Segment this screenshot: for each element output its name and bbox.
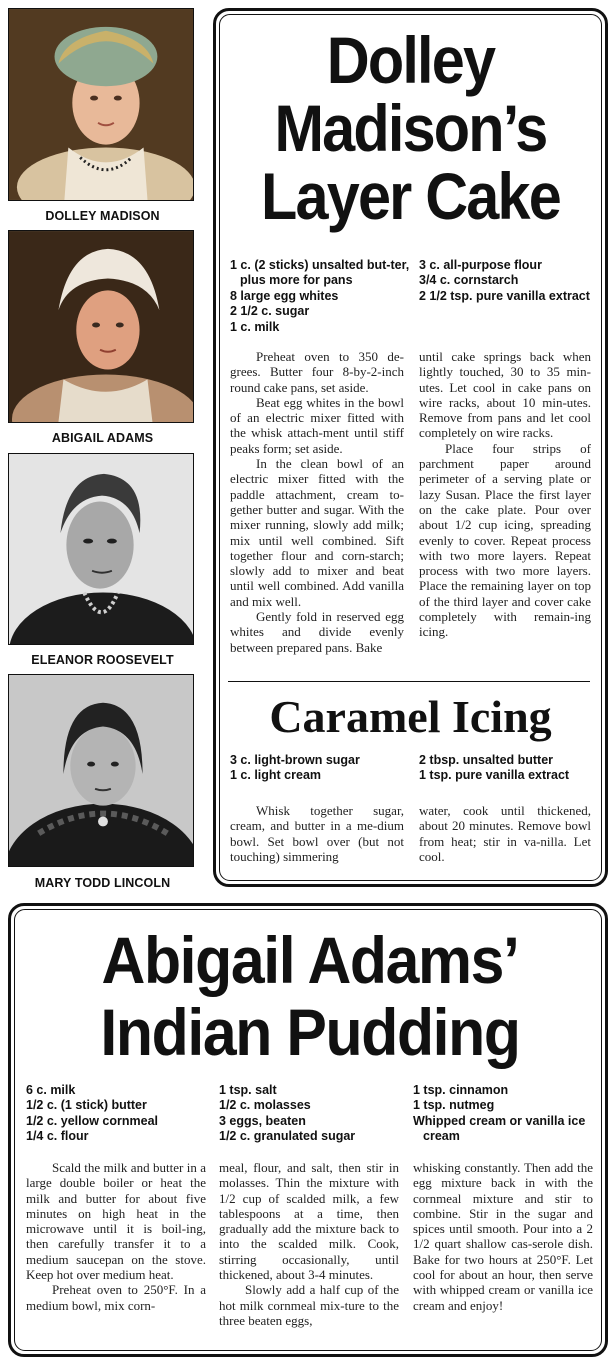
icing-directions-right: water, cook until thickened, about 20 minutes. Remove bowl from heat; stir in va-nilla. Let cool.: [419, 803, 591, 864]
eleanor-roosevelt-portrait-image: [9, 454, 193, 644]
pudding-ingredients-col2: 1 tsp. salt 1/2 c. molasses 3 eggs, beaten 1/2 c. granulated sugar: [219, 1083, 356, 1144]
icing-ingredients-left: 3 c. light-brown sugar 1 c. light cream: [230, 753, 360, 783]
pudding-ingredients-col3: 1 tsp. cinnamon 1 tsp. nutmeg Whipped cream or vanilla ice cream: [413, 1083, 586, 1144]
portrait-eleanor-roosevelt: [8, 453, 194, 645]
icing-directions-left: Whisk together sugar, cream, and butter in a me-dium bowl. Set bowl over (but not touching) simmering: [230, 803, 404, 864]
caption-eleanor-roosevelt: ELEANOR ROOSEVELT: [31, 653, 174, 667]
cake-title: Dolley Madison’s Layer Cake: [260, 23, 561, 233]
portrait-dolley-madison: [8, 8, 194, 201]
mary-todd-lincoln-portrait-image: [9, 675, 193, 866]
portrait-abigail-adams: [8, 230, 194, 423]
pudding-directions-col3: whisking constantly. Then add the egg mixture back in with the cornmeal mixture and stir to combine. Stir in the sugar and spices until smooth. Pour into a 2 1/2 quart shallow cas-serole dish. Bake for two hours at 250°F. Let cool for about an hour, then serve with whipped cream or vanilla ice cream and enjoy!: [413, 1160, 593, 1313]
abigail-adams-portrait-image: [9, 231, 193, 422]
pudding-directions-col1: Scald the milk and butter in a large double boiler or heat the milk and butter for about five minutes on high heat in the microwave until it is boil-ing, then carefully transfer it to a medium saucepan on the stove. Keep hot over medium heat. Preheat oven to 250°F. In a medium bowl, mix corn-: [26, 1160, 206, 1313]
portrait-mary-todd-lincoln: [8, 674, 194, 867]
section-divider: [228, 681, 590, 682]
icing-title: Caramel Icing: [269, 691, 552, 742]
cake-directions-left: Preheat oven to 350 de-grees. Butter four 8-by-2-inch round cake pans, set aside. Beat egg whites in the bowl of an electric mixer fitted with the whisk attach-ment until stiff peaks form; set aside. In the clean bowl of an electric mixer fitted with the paddle attachment, cream to-gether butter and sugar. With the mixer running, slowly add milk; mix until well combined. Sift together flour and corn-starch; slowly add to mixer and beat until well combined. Add vanilla and mix well. Gently fold in reserved egg whites and divide evenly between prepared pans. Bake: [230, 349, 404, 655]
pudding-title: Abigail Adams’ Indian Pudding: [100, 923, 520, 1069]
dolley-madison-portrait-image: [9, 9, 193, 200]
cake-directions-right: until cake springs back when lightly touched, 30 to 35 min-utes. Let cool in cake pans on wire racks, about 10 min-utes. Remove from pans and let cool completely on wire racks. Place four strips of parchment paper around perimeter of a serving plate or lazy Susan. Place the first layer on the cake plate. Pour over about 1/2 cup icing, spreading evenly to cover. Repeat process with two more layers. Repeat process with two more layers. Place the remaining layer on top of the third layer and cover cake completely with remain-ing icing.: [419, 349, 591, 640]
caption-dolley-madison: DOLLEY MADISON: [45, 209, 160, 223]
icing-ingredients-right: 2 tbsp. unsalted butter 1 tsp. pure vanilla extract: [419, 753, 570, 783]
caption-abigail-adams: ABIGAIL ADAMS: [51, 431, 154, 445]
caption-mary-todd-lincoln: MARY TODD LINCOLN: [34, 876, 171, 890]
pudding-ingredients-col1: 6 c. milk 1/2 c. (1 stick) butter 1/2 c. yellow cornmeal 1/4 c. flour: [26, 1083, 159, 1144]
cake-ingredients-left: 1 c. (2 sticks) unsalted but-ter, plus more for pans 8 large egg whites 2 1/2 c. sugar 1 c. milk: [230, 258, 410, 334]
cake-ingredients-right: 3 c. all-purpose flour 3/4 c. cornstarch 2 1/2 tsp. pure vanilla extract: [419, 258, 590, 303]
pudding-directions-col2: meal, flour, and salt, then stir in molasses. Thin the mixture with 1/2 cup of scalded milk, a few tablespoons at a time, then gradually add the mixture back to into the scalded milk. Cook, stirring occasionally, until thickened, about 3-4 minutes. Slowly add a half cup of the hot milk cornmeal mix-ture to the three beaten eggs,: [219, 1160, 399, 1328]
